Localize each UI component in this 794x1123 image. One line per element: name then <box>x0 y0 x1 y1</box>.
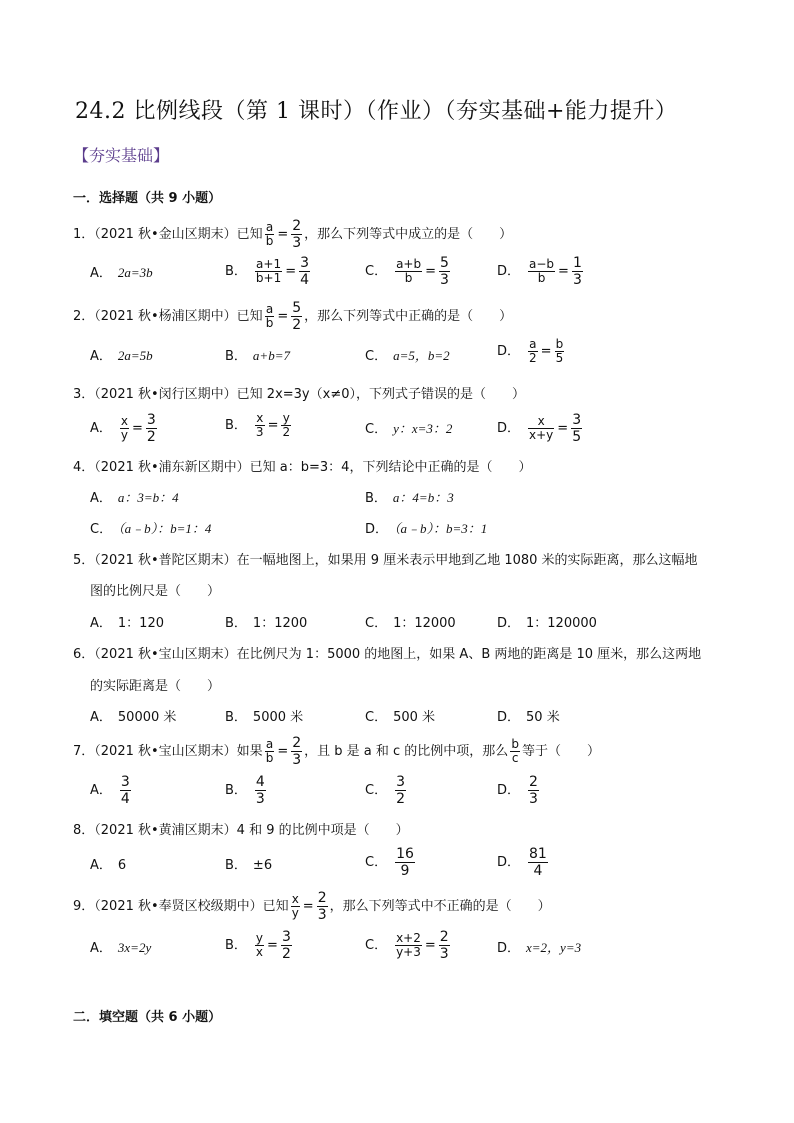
option-c[interactable]: C． （a﹣b）：b=1：4 <box>90 521 212 537</box>
option-d[interactable]: D． x=2，y=3 <box>497 940 582 956</box>
question-source: （2021 秋•宝山区期末） <box>94 647 237 662</box>
question-7: 7．（2021 秋•宝山区期末）如果 $\frac{a}{b}$ = $\frac{2}{3}$ ，且 b 是 a 和 c 的比例中项，那么 $\frac{b}{c}$ 等于（ ） <box>73 735 600 768</box>
option-c[interactable]: C． a=5，b=2 <box>365 348 450 364</box>
fraction: $\frac{x}{y}$ <box>120 414 129 442</box>
fraction: $\frac{2}{3}$ <box>529 774 538 807</box>
fraction: $\frac{3}{4}$ <box>120 774 130 807</box>
question-5: 5．（2021 秋•普陀区期末）在一幅地图上，如果用 9 厘米表示甲地到乙地 1080 米的实际距离，那么这幅地 <box>73 553 698 568</box>
option-b[interactable]: B． ±6 <box>225 858 273 873</box>
fraction: $\frac{3}{5}$ <box>572 412 582 445</box>
question-number: 1． <box>73 227 95 242</box>
option-b[interactable]: B． $\frac{x}{3}$ = $\frac{y}{2}$ <box>225 411 291 439</box>
section-heading-fill: 二．填空题（共 6 小题） <box>73 1010 222 1025</box>
option-b[interactable]: B． $\frac{a+1}{b+1}$ = $\frac{3}{4}$ <box>225 255 310 288</box>
fraction: $\frac{2}{3}$ <box>317 890 327 923</box>
question-source: （2021 秋•奉贤区校级期中） <box>94 899 263 914</box>
option-d[interactable]: D． 1：120000 <box>497 616 597 631</box>
fraction: $\frac{2}{3}$ <box>292 735 302 768</box>
fraction: $\frac{4}{3}$ <box>255 774 265 807</box>
question-source: （2021 秋•黄浦区期末） <box>94 823 237 838</box>
question-source: （2021 秋•杨浦区期中） <box>94 309 237 324</box>
question-text: ，那么下列等式中成立的是（ ） <box>304 227 513 242</box>
fraction: $\frac{5}{2}$ <box>292 300 302 333</box>
question-source: （2021 秋•普陀区期末） <box>94 553 237 568</box>
fraction: $\frac{a+1}{b+1}$ <box>255 257 282 285</box>
question-3: 3．（2021 秋•闵行区期中）已知 2x=3y（x≠0），下列式子错误的是（ ） <box>73 387 525 402</box>
fraction: $\frac{a+b}{b}$ <box>396 257 422 285</box>
question-9: 9．（2021 秋•奉贤区校级期中）已知 $\frac{x}{y}$ = $\frac{2}{3}$ ，那么下列等式中不正确的是（ ） <box>73 890 551 923</box>
fraction: $\frac{a}{2}$ <box>529 337 537 365</box>
option-a[interactable]: A． $\frac{3}{4}$ <box>90 774 130 807</box>
option-c[interactable]: C． 1：12000 <box>365 616 456 631</box>
fraction: $\frac{3}{2}$ <box>146 412 156 445</box>
option-b[interactable]: B． $\frac{y}{x}$ = $\frac{3}{2}$ <box>225 929 291 962</box>
section-tag: 【夯实基础】 <box>73 146 170 165</box>
fraction: $\frac{81}{4}$ <box>529 846 547 879</box>
option-d[interactable]: D． $\frac{a}{2}$ = $\frac{b}{5}$ <box>497 337 564 365</box>
option-c[interactable]: C． 500 米 <box>365 710 436 725</box>
question-source: （2021 秋•宝山区期末） <box>94 744 237 759</box>
fraction: $\frac{a}{b}$ <box>265 737 274 765</box>
option-b[interactable]: B． $\frac{4}{3}$ <box>225 774 265 807</box>
fraction: $\frac{x}{3}$ <box>255 411 264 439</box>
question-5-cont: 图的比例尺是（ ） <box>90 584 221 599</box>
fraction: $\frac{2}{3}$ <box>439 929 449 962</box>
option-c[interactable]: C． $\frac{x+2}{y+3}$ = $\frac{2}{3}$ <box>365 929 449 962</box>
question-1: 1．（2021 秋•金山区期末）已知 $\frac{a}{b}$ = $\frac{2}{3}$ ，那么下列等式中成立的是（ ） <box>73 218 513 251</box>
option-a[interactable]: A． $\frac{x}{y}$ = $\frac{3}{2}$ <box>90 412 156 445</box>
fraction: $\frac{x}{y}$ <box>291 892 299 920</box>
fraction: $\frac{2}{3}$ <box>292 218 302 251</box>
option-b[interactable]: B． 1：1200 <box>225 616 308 631</box>
fraction: $\frac{x+2}{y+3}$ <box>396 931 421 959</box>
question-4: 4．（2021 秋•浦东新区期中）已知 a：b=3：4，下列结论中正确的是（ ） <box>73 460 532 475</box>
fraction: $\frac{16}{9}$ <box>396 846 414 879</box>
question-6: 6．（2021 秋•宝山区期末）在比例尺为 1：5000 的地图上，如果 A、B 两地的距离是 10 厘米，那么这两地 <box>73 647 702 662</box>
option-b[interactable]: B． a：4=b：3 <box>365 490 454 506</box>
option-c[interactable]: C． $\frac{3}{2}$ <box>365 774 405 807</box>
option-d[interactable]: D． $\frac{a-b}{b}$ = $\frac{1}{3}$ <box>497 255 582 288</box>
option-a[interactable]: A． 6 <box>90 858 127 873</box>
option-a[interactable]: A． 2a=3b <box>90 265 153 281</box>
page-title: 24.2 比例线段（第 1 课时）（作业）（夯实基础+能力提升） <box>75 99 678 124</box>
fraction: $\frac{b}{c}$ <box>511 737 519 765</box>
fraction: $\frac{x}{x+y}$ <box>529 414 554 442</box>
fraction: $\frac{b}{5}$ <box>555 337 564 365</box>
question-source: （2021 秋•金山区期末） <box>94 227 237 242</box>
fraction: $\frac{y}{2}$ <box>282 411 291 439</box>
option-d[interactable]: D． $\frac{81}{4}$ <box>497 846 547 879</box>
question-source: （2021 秋•浦东新区期中） <box>94 460 250 475</box>
option-d[interactable]: D． $\frac{2}{3}$ <box>497 774 538 807</box>
fraction: $\frac{5}{3}$ <box>440 255 449 288</box>
fraction: $\frac{3}{2}$ <box>396 774 405 807</box>
option-d[interactable]: D． 50 米 <box>497 710 560 725</box>
fraction: $\frac{1}{3}$ <box>572 255 582 288</box>
option-a[interactable]: A． 50000 米 <box>90 710 177 725</box>
option-a[interactable]: A． 3x=2y <box>90 940 152 956</box>
fraction: $\frac{a-b}{b}$ <box>529 257 555 285</box>
section-heading-choice: 一．选择题（共 9 小题） <box>73 191 222 206</box>
question-2: 2．（2021 秋•杨浦区期中）已知 $\frac{a}{b}$ = $\frac{5}{2}$ ，那么下列等式中正确的是（ ） <box>73 300 513 333</box>
fraction: $\frac{3}{2}$ <box>281 929 291 962</box>
option-b[interactable]: B． 5000 米 <box>225 710 304 725</box>
option-a[interactable]: A． a：3=b：4 <box>90 490 179 506</box>
question-6-cont: 的实际距离是（ ） <box>90 679 221 694</box>
question-8: 8．（2021 秋•黄浦区期末）4 和 9 的比例中项是（ ） <box>73 823 409 838</box>
option-c[interactable]: C． y：x=3：2 <box>365 421 453 437</box>
fraction: $\frac{y}{x}$ <box>255 931 264 959</box>
fraction: $\frac{3}{4}$ <box>300 255 310 288</box>
option-a[interactable]: A． 2a=5b <box>90 348 153 364</box>
option-b[interactable]: B． a+b=7 <box>225 348 290 364</box>
fraction: $\frac{a}{b}$ <box>265 302 274 330</box>
question-text: 已知 <box>236 227 263 242</box>
question-source: （2021 秋•闵行区期中） <box>94 387 237 402</box>
fraction: $\frac{a}{b}$ <box>265 220 274 248</box>
option-a[interactable]: A． 1：120 <box>90 616 164 631</box>
option-d[interactable]: D． $\frac{x}{x+y}$ = $\frac{3}{5}$ <box>497 412 582 445</box>
option-d[interactable]: D． （a﹣b）：b=3：1 <box>365 521 488 537</box>
option-c[interactable]: C． $\frac{a+b}{b}$ = $\frac{5}{3}$ <box>365 255 449 288</box>
option-c[interactable]: C． $\frac{16}{9}$ <box>365 846 414 879</box>
